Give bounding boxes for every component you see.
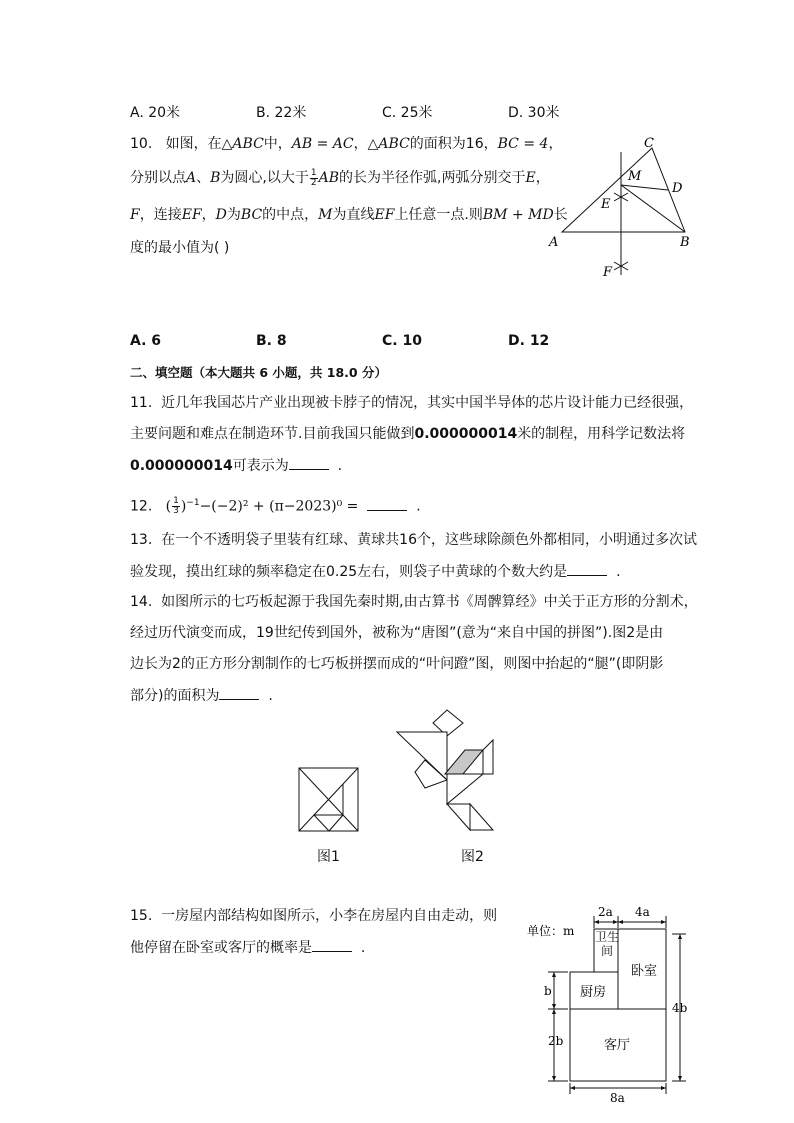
q11-line-2: 主要问题和难点在制造环节.目前我国只能做到0.000000014米的制程，用科学记数法将 [130,426,686,442]
dim-4b: 4b [672,1001,688,1015]
q11-answer-blank[interactable] [289,455,329,470]
segment-md [621,185,668,190]
q10-option-a: A. 6 [130,333,162,349]
label-d: D [672,181,683,196]
q10-option-d: D. 12 [508,333,550,349]
q10-triangle-figure [540,130,720,280]
label-e: E [601,197,611,212]
q10-option-b: B. 8 [256,333,287,349]
q9-option-c: C. 25米 [382,105,433,121]
dim-b: b [544,984,552,998]
label-f: F [603,265,613,280]
q11-line-3: 0.000000014可表示为 . [130,455,342,476]
q15-answer-blank[interactable] [312,937,352,952]
dim-8a: 8a [610,1091,625,1104]
question-12: 12. ( $\frac{1}{3}$ )$^{-1}$−(−2)² + (π−2023)⁰ = . [130,496,421,517]
figure-2-caption: 图2 [461,849,484,865]
tangram-leg [447,804,470,830]
q9-option-d: D. 30米 [508,105,560,121]
q10-line-2: 分别以点A、B为圆心,以大于 $\frac{1}{2}$ AB的长为半径作弧,两弧分别交于E， [130,167,550,188]
label-a: A [549,235,559,250]
q10-option-c: C. 10 [382,333,422,349]
q12-fraction: $\frac{1}{3}$ [173,496,179,517]
tangram-figure-2 [395,708,495,833]
q14-line-4: 部分)的面积为 . [130,685,273,706]
q10-line-1: 10. 如图，在△ABC中，AB = AC，△ABC的面积为16，BC = 4， [130,136,563,152]
q12-answer-blank[interactable] [367,496,407,511]
label-bathroom: 卫生间 [594,930,619,958]
tangram-foot [483,740,493,774]
q15-line-2: 他停留在卧室或客厅的概率是 . [130,937,365,958]
q10-line-4: 度的最小值为( ) [130,240,230,256]
label-living: 客厅 [604,1038,631,1053]
q15-line-1: 15. 一房屋内部结构如图所示，小李在房屋内自由走动，则 [130,908,498,924]
tangram-lower [447,774,483,804]
label-c: C [644,136,654,151]
q10-line-3: F，连接EF，D为BC的中点，M为直线EF上任意一点.则BM + MD长 [130,207,568,223]
q13-line-1: 13. 在一个不透明袋子里装有红球、黄球共16个，这些球除颜色外都相同，小明通过多次试 [130,532,697,548]
tangram-back-foot [470,804,493,830]
q10-fraction: $\frac{1}{2}$ [310,167,317,188]
q14-answer-blank[interactable] [219,685,259,700]
label-m: M [628,169,642,184]
q9-option-a: A. 20米 [130,105,181,121]
dim-2b: 2b [548,1034,564,1048]
dim-2a: 2a [598,905,613,919]
dim-4a: 4a [635,905,650,919]
tangram-shaded-leg [445,750,483,774]
figure-1-caption: 图1 [317,849,340,865]
section-2-title: 二、填空题（本大题共 6 小题，共 18.0 分） [130,365,387,380]
q14-line-3: 边长为2的正方形分割制作的七巧板拼摆而成的“叶问蹬”图，则图中抬起的“腿”(即阴影 [130,656,664,672]
tangram-figure-1 [298,767,360,833]
q14-line-2: 经过历代演变而成，19世纪传到国外，被称为“唐图”(意为“来自中国的拼图”).图2是由 [130,625,664,641]
q14-line-1: 14. 如图所示的七巧板起源于我国先秦时期,由古算书《周髀算经》中关于正方形的分割术， [130,594,698,610]
label-b: B [680,235,690,250]
label-bedroom: 卧室 [631,964,658,979]
unit-label: 单位：m [527,924,575,938]
q13-line-2: 验发现，摸出红球的频率稳定在0.25左右，则袋子中黄球的个数大约是 . [130,561,621,582]
label-kitchen: 厨房 [580,985,607,1000]
q9-option-b: B. 22米 [256,105,307,121]
q11-line-1: 11. 近几年我国芯片产业出现被卡脖子的情况，其实中国半导体的芯片设计能力已经很强， [130,395,694,411]
q13-answer-blank[interactable] [567,561,607,576]
